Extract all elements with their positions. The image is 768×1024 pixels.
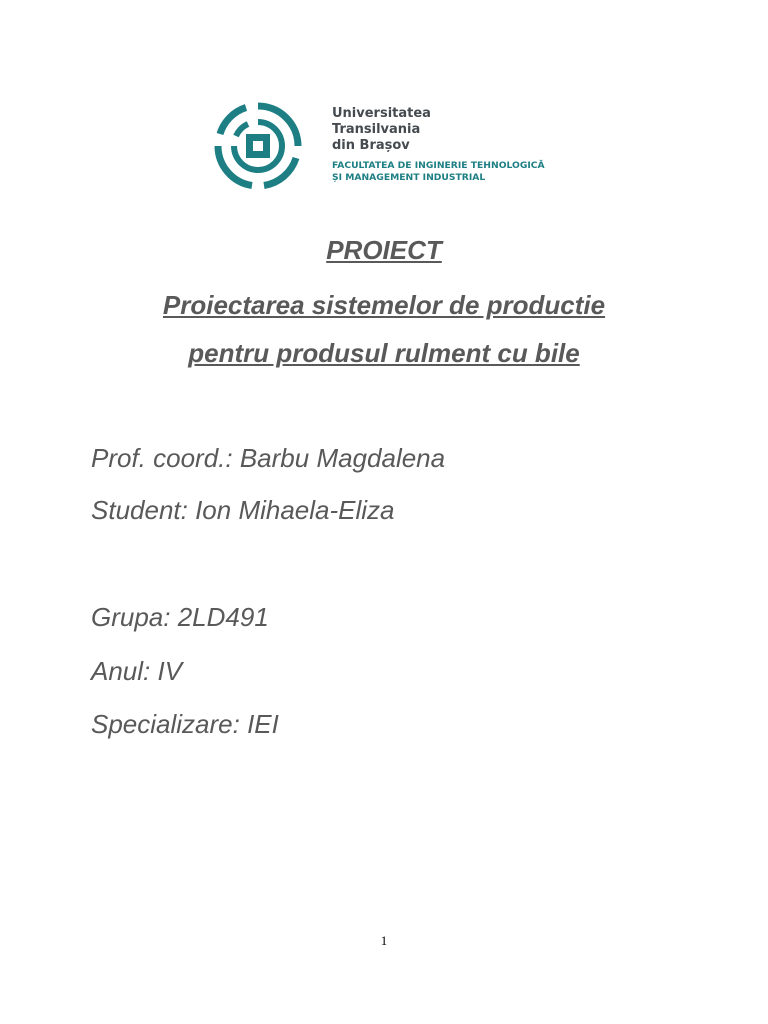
university-emblem-icon [212,100,304,192]
specialization: Specializare: IEI [91,709,279,739]
professor-coordinator: Prof. coord.: Barbu Magdalena [91,443,446,473]
project-label: PROIECT [326,235,442,265]
project-title-line-1: Proiectarea sistemelor de productie [162,290,606,320]
project-title-line-2: pentru produsul rulment cu bile [188,338,580,368]
university-name-line: Universitatea [332,106,431,121]
university-name-line: Transilvania [332,122,421,137]
faculty-name-line: ȘI MANAGEMENT INDUSTRIAL [332,172,486,183]
university-logo [212,100,562,204]
university-name-line: din Brașov [332,138,410,153]
year: Anul: IV [91,656,183,686]
faculty-name-line: FACULTATEA DE INGINERIE TEHNOLOGICĂ [332,160,545,171]
logo-text [332,106,572,184]
page-number: 1 [380,933,388,948]
group: Grupa: 2LD491 [91,602,269,632]
student-name: Student: Ion Mihaela-Eliza [91,495,395,525]
